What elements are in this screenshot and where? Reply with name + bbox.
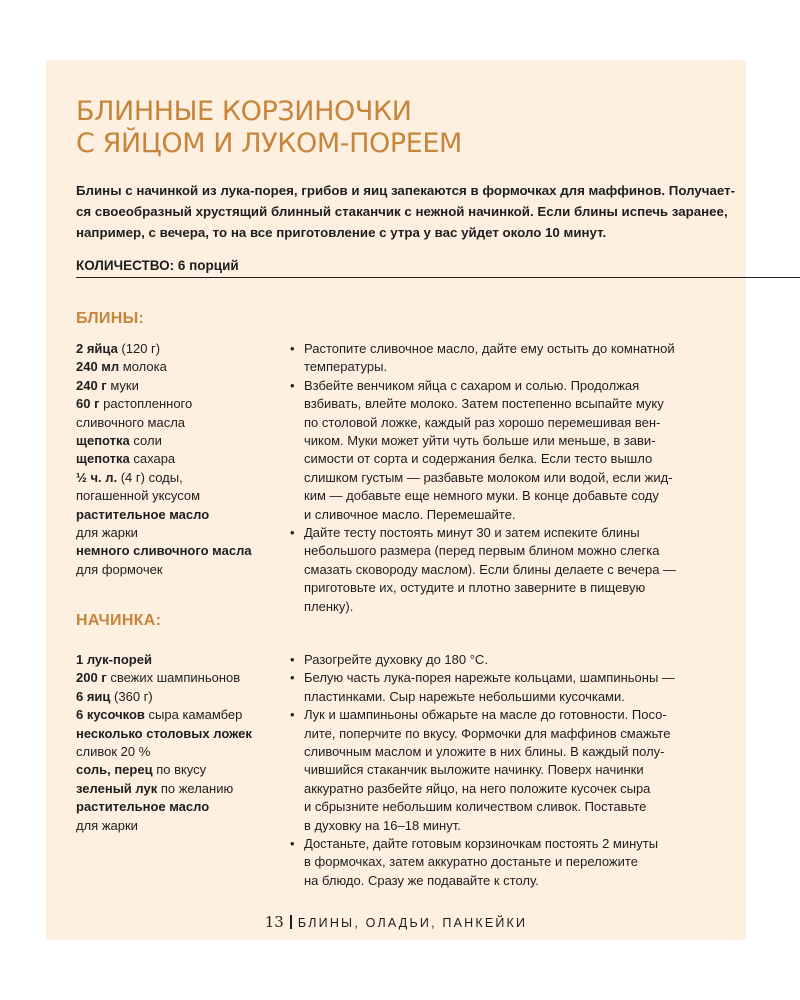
ingredient-text: сахара — [129, 451, 176, 467]
ingredient-line — [76, 487, 286, 505]
ingredient-text: муки — [106, 377, 139, 393]
recipe-intro — [76, 180, 736, 243]
ingredient-amount: щепотка — [76, 451, 130, 467]
ingredient-text: растопленного — [99, 396, 193, 412]
step-line: аккуратно разбейте яйцо, на него положите кусочек сыра — [304, 780, 651, 796]
step-line: слишком густым — разбавьте молоком или водой, если жид- — [304, 469, 673, 485]
step-line: и сливочное масло. Перемешайте. — [304, 506, 516, 522]
ingredient-line — [76, 780, 286, 798]
intro-line: Блины с начинкой из лука-порея, грибов и яиц запекаются в формочках для маффинов. Получает- — [76, 183, 736, 198]
ingredient-amount: щепотка — [76, 433, 130, 449]
step-line: • Достаньте, дайте готовым корзиночкам постоять 2 минуты — [304, 836, 659, 852]
ingredients-list-filling — [76, 651, 286, 835]
recipe-step — [290, 651, 730, 669]
recipe-step — [290, 669, 730, 706]
ingredient-line — [76, 450, 286, 468]
steps-list-pancakes — [290, 340, 730, 616]
ingredient-line — [76, 395, 286, 413]
ingredient-line — [76, 414, 286, 432]
ingredient-text: молока — [119, 359, 167, 375]
ingredient-amount: растительное масло — [76, 799, 210, 815]
ingredient-amount: 200 г — [76, 670, 107, 686]
ingredient-line — [76, 524, 286, 542]
recipe-title — [76, 96, 462, 160]
page-footer — [46, 913, 746, 931]
ingredient-text: для жарки — [76, 525, 138, 541]
ingredient-text: сливок 20 % — [76, 744, 151, 760]
step-line: пластинками. Сыр нарежьте небольшими кусочками. — [304, 688, 625, 704]
ingredient-line — [76, 561, 286, 579]
ingredient-line — [76, 358, 286, 376]
ingredient-text: (4 г) соды, — [117, 469, 183, 485]
ingredient-line — [76, 798, 286, 816]
step-line: • Взбейте венчиком яйца с сахаром и солью. Продолжая — [304, 377, 640, 393]
ingredient-amount: 240 г — [76, 377, 107, 393]
ingredient-text: (360 г) — [110, 688, 153, 704]
step-line: приготовьте их, остудите и плотно заверните в пищевую — [304, 580, 646, 596]
ingredient-amount: ½ ч. л. — [76, 469, 118, 485]
step-line: • Белую часть лука-порея нарежьте кольцами, шампиньоны — — [304, 670, 675, 686]
ingredient-line — [76, 469, 286, 487]
step-line: в формочках, затем аккуратно достаньте и переложите — [304, 854, 638, 870]
ingredient-line — [76, 432, 286, 450]
step-line: на блюдо. Сразу же подавайте к столу. — [304, 872, 539, 888]
page-number: 13 — [264, 913, 284, 931]
step-line: взбивать, влейте молоко. Затем постепенно всыпайте муку — [304, 396, 664, 412]
step-line: сливочным маслом и уложите в них блины. В каждый полу- — [304, 744, 665, 760]
ingredient-text: соли — [129, 433, 162, 449]
ingredient-amount: 240 мл — [76, 359, 120, 375]
step-line: чиком. Муки может уйти чуть больше или меньше, в зави- — [304, 433, 656, 449]
step-line: по столовой ложке, каждый раз хорошо перемешивая вен- — [304, 414, 661, 430]
divider-line — [76, 277, 800, 278]
ingredient-line — [76, 688, 286, 706]
ingredient-line — [76, 651, 286, 669]
recipe-page — [46, 60, 746, 940]
ingredient-text: по желанию — [157, 780, 234, 796]
ingredient-amount: 6 яиц — [76, 688, 111, 704]
ingredient-amount: 6 кусочков — [76, 707, 145, 723]
step-line: чившийся стаканчик выложите начинку. Поверх начинки — [304, 762, 644, 778]
ingredient-line — [76, 761, 286, 779]
intro-line: например, с вечера, то на все приготовление с утра у вас уйдет около 10 минут. — [76, 225, 607, 240]
step-line: небольшого размера (перед первым блином можно слегка — [304, 543, 660, 559]
ingredient-text: для жарки — [76, 817, 138, 833]
ingredient-text: сыра камамбер — [144, 707, 243, 723]
ingredient-amount: несколько столовых ложек — [76, 725, 252, 741]
recipe-step — [290, 377, 730, 524]
step-line: температуры. — [304, 359, 388, 375]
ingredient-text: сливочного масла — [76, 414, 186, 430]
step-line: • Разогрейте духовку до 180 °С. — [304, 652, 488, 667]
ingredient-text: свежих шампиньонов — [106, 670, 241, 686]
step-line: смазать сковороду маслом). Если блины делаете с вечера — — [304, 561, 677, 577]
ingredient-amount: 2 яйца — [76, 341, 118, 356]
step-line: • Дайте тесту постоять минут 30 и затем испеките блины — [304, 525, 640, 541]
step-line: • Растопите сливочное масло, дайте ему остыть до комнатной — [304, 341, 675, 356]
ingredient-line — [76, 542, 286, 560]
ingredient-line — [76, 669, 286, 687]
step-line: • Лук и шампиньоны обжарьте на масле до готовности. Посо- — [304, 707, 667, 723]
recipe-step — [290, 835, 730, 890]
ingredient-line — [76, 506, 286, 524]
ingredient-text: погашенной уксусом — [76, 488, 201, 504]
ingredient-amount: 60 г — [76, 396, 100, 412]
ingredient-text: для формочек — [76, 561, 163, 577]
intro-line: ся своеобразный хрустящий блинный стаканчик с нежной начинкой. Если блины испечь заранее, — [76, 204, 728, 219]
step-line: и сбрызните небольшим количеством сливок. Поставьте — [304, 799, 647, 815]
recipe-step — [290, 524, 730, 616]
ingredient-amount: соль, перец — [76, 762, 153, 778]
ingredients-list-pancakes — [76, 340, 286, 579]
ingredient-amount: растительное масло — [76, 506, 210, 522]
ingredient-line — [76, 340, 286, 358]
step-line: ким — добавьте еще немного муки. В конце добавьте соду — [304, 488, 659, 504]
ingredient-line — [76, 706, 286, 724]
section-heading-pancakes: БЛИНЫ: — [76, 310, 145, 327]
ingredient-line — [76, 743, 286, 761]
steps-list-filling — [290, 651, 730, 890]
ingredient-line — [76, 817, 286, 835]
ingredient-line — [76, 725, 286, 743]
step-line: пленку). — [304, 598, 354, 614]
footer-separator — [290, 915, 292, 929]
step-line: в духовку на 16–18 минут. — [304, 817, 461, 833]
recipe-step — [290, 706, 730, 835]
servings-quantity: КОЛИЧЕСТВО: 6 порций — [76, 258, 239, 273]
book-section-name: БЛИНЫ, ОЛАДЬИ, ПАНКЕЙКИ — [297, 916, 528, 930]
ingredient-amount: немного сливочного масла — [76, 543, 252, 559]
title-line: С ЯЙЦОМ И ЛУКОМ-ПОРЕЕМ — [76, 128, 462, 159]
section-heading-filling: НАЧИНКА: — [76, 612, 162, 629]
recipe-step — [290, 340, 730, 377]
title-line: БЛИННЫЕ КОРЗИНОЧКИ — [76, 96, 412, 127]
ingredient-amount: зеленый лук — [76, 780, 158, 796]
ingredient-text: по вкусу — [152, 762, 207, 778]
ingredient-amount: 1 лук-порей — [76, 652, 152, 667]
step-line: симости от сорта и содержания белка. Если тесто вышло — [304, 451, 653, 467]
ingredient-text: (120 г) — [117, 341, 161, 356]
ingredient-line — [76, 377, 286, 395]
step-line: лите, поперчите по вкусу. Формочки для маффинов смажьте — [304, 725, 671, 741]
